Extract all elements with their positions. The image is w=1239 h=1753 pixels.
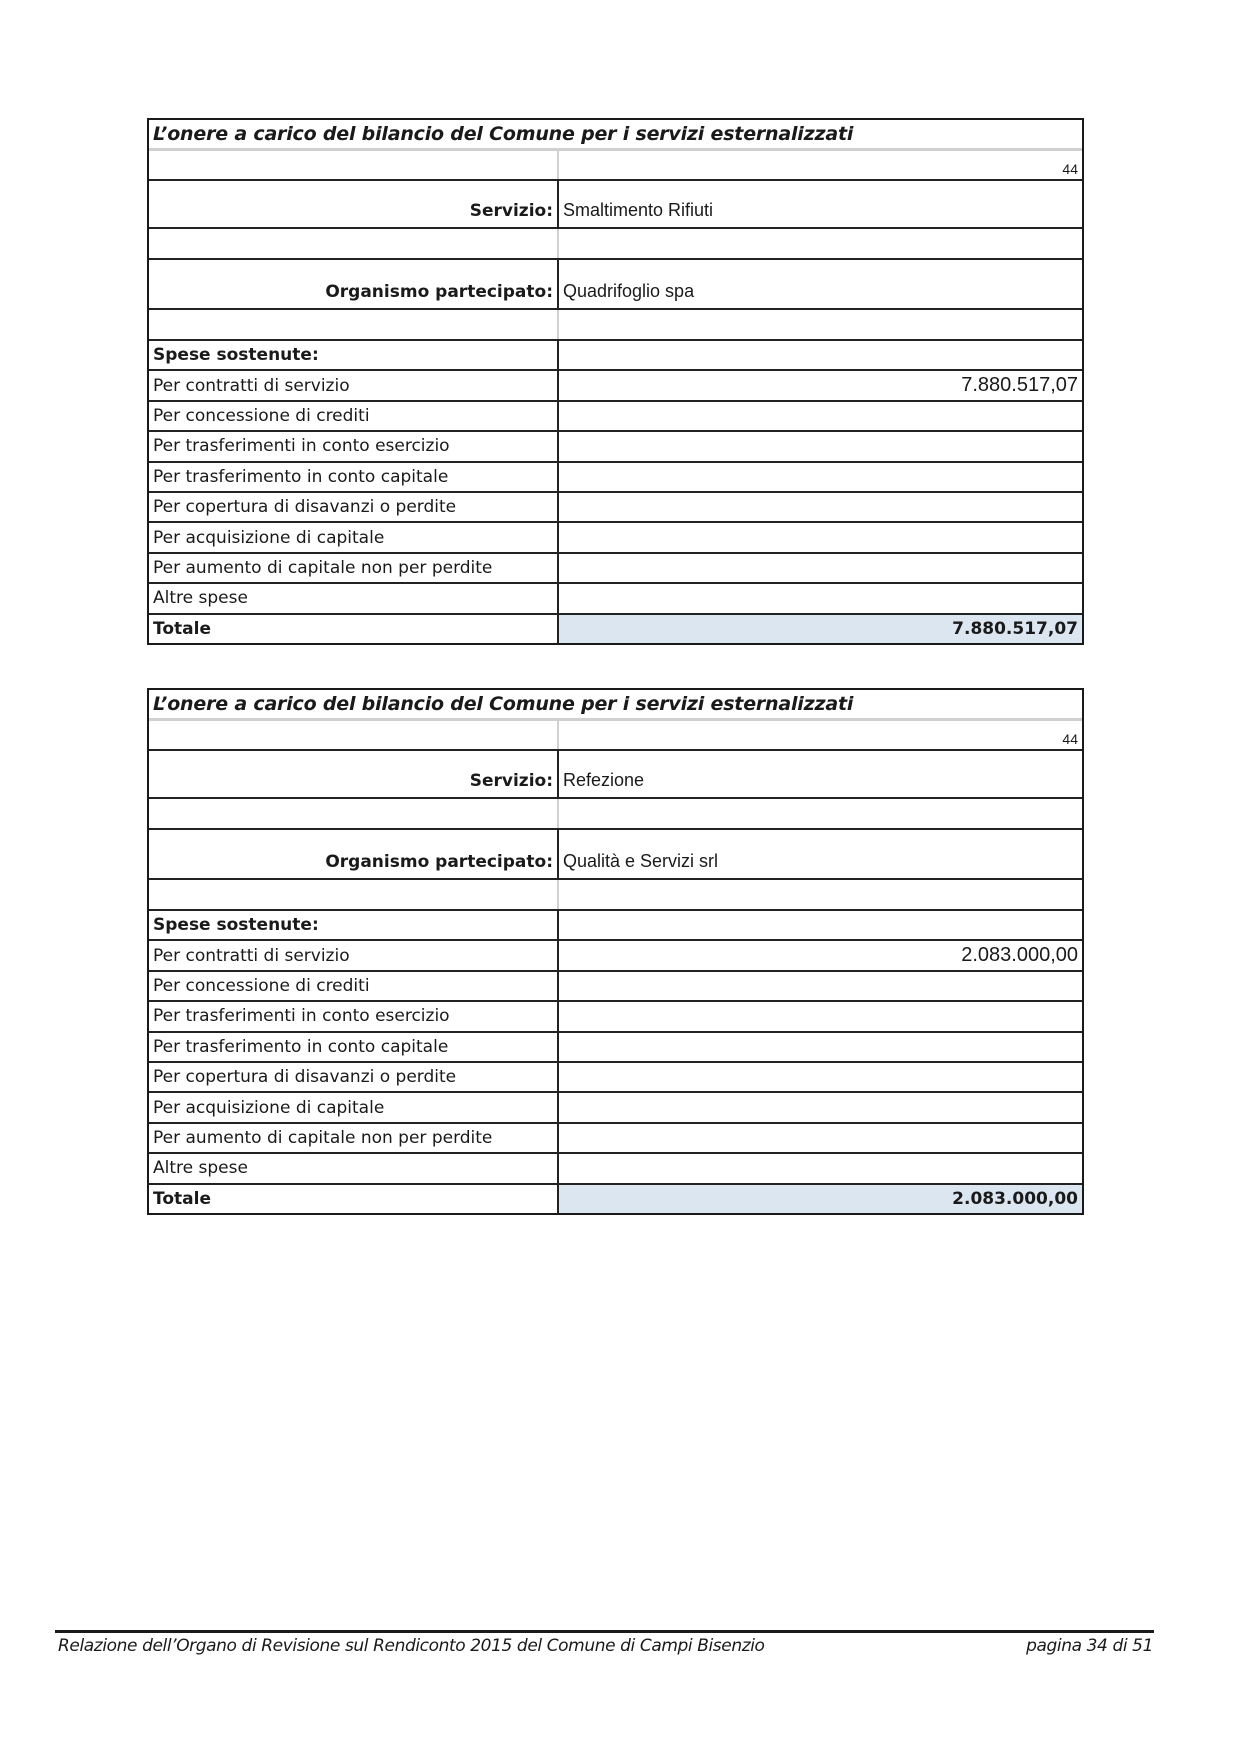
code-row xyxy=(149,718,1082,749)
spese-label: Spese sostenute: xyxy=(153,345,319,366)
table-row xyxy=(149,970,1082,1000)
table-row xyxy=(149,491,1082,521)
row-value xyxy=(557,1063,1082,1091)
table-title-row xyxy=(149,690,1082,718)
row-label: Per acquisizione di capitale xyxy=(153,1097,385,1118)
row-value xyxy=(557,584,1082,612)
total-value: 7.880.517,07 xyxy=(557,615,1082,643)
servizio-label: Servizio: xyxy=(469,201,553,221)
table-row xyxy=(149,1122,1082,1152)
table-row xyxy=(149,430,1082,460)
table-title: L’onere a carico del bilancio del Comune per i servizi esternalizzati xyxy=(153,693,854,715)
total-value: 2.083.000,00 xyxy=(557,1185,1082,1213)
row-value xyxy=(557,1124,1082,1152)
servizio-row xyxy=(149,179,1082,227)
servizio-value: Smaltimento Rifiuti xyxy=(557,181,1082,227)
row-value xyxy=(557,1033,1082,1061)
blank-row xyxy=(149,308,1082,339)
row-label: Per copertura di disavanzi o perdite xyxy=(153,497,457,518)
total-row xyxy=(149,613,1082,643)
spese-label: Spese sostenute: xyxy=(153,915,319,936)
row-value: 7.880.517,07 xyxy=(557,371,1082,399)
table-code: 44 xyxy=(557,151,1082,179)
row-value xyxy=(557,1154,1082,1182)
row-label: Per trasferimento in conto capitale xyxy=(153,466,449,487)
table-row xyxy=(149,582,1082,612)
table-row xyxy=(149,461,1082,491)
row-value xyxy=(557,1002,1082,1030)
blank-cell xyxy=(149,151,557,179)
blank-cell xyxy=(149,721,557,749)
servizio-label: Servizio: xyxy=(469,771,553,791)
row-label: Per contratti di servizio xyxy=(153,945,350,966)
total-label: Totale xyxy=(153,1188,211,1209)
servizio-row xyxy=(149,749,1082,797)
spese-header-row xyxy=(149,339,1082,369)
blank-row xyxy=(149,227,1082,258)
footer-divider xyxy=(55,1630,1154,1633)
table-code: 44 xyxy=(557,721,1082,749)
row-value xyxy=(557,493,1082,521)
row-value xyxy=(557,432,1082,460)
row-label: Per acquisizione di capitale xyxy=(153,527,385,548)
service-cost-table-2 xyxy=(147,688,1084,1215)
footer-document-title: Relazione dell’Organo di Revisione sul Rendiconto 2015 del Comune di Campi Bisenzio xyxy=(58,1636,765,1656)
table-row xyxy=(149,552,1082,582)
organismo-value: Qualità e Servizi srl xyxy=(557,830,1082,878)
spese-header-row xyxy=(149,909,1082,939)
row-value xyxy=(557,523,1082,551)
table-row xyxy=(149,1152,1082,1182)
row-label: Per copertura di disavanzi o perdite xyxy=(153,1067,457,1088)
row-label: Per aumento di capitale non per perdite xyxy=(153,1127,493,1148)
table-row xyxy=(149,400,1082,430)
organismo-label: Organismo partecipato: xyxy=(325,852,553,872)
blank-row xyxy=(149,797,1082,828)
table-title: L’onere a carico del bilancio del Comune per i servizi esternalizzati xyxy=(153,123,854,145)
organismo-label: Organismo partecipato: xyxy=(325,282,553,302)
table-row xyxy=(149,1061,1082,1091)
row-value: 2.083.000,00 xyxy=(557,941,1082,969)
table-row xyxy=(149,1031,1082,1061)
row-label: Altre spese xyxy=(153,588,248,609)
row-value xyxy=(557,402,1082,430)
row-label: Per concessione di crediti xyxy=(153,975,370,996)
organismo-row xyxy=(149,828,1082,878)
row-label: Per concessione di crediti xyxy=(153,405,370,426)
code-row xyxy=(149,148,1082,179)
table-title-row xyxy=(149,120,1082,148)
table-row xyxy=(149,369,1082,399)
organismo-row xyxy=(149,258,1082,308)
table-row xyxy=(149,521,1082,551)
row-label: Per aumento di capitale non per perdite xyxy=(153,557,493,578)
row-label: Per trasferimenti in conto esercizio xyxy=(153,1006,450,1027)
total-row xyxy=(149,1183,1082,1213)
table-row xyxy=(149,1091,1082,1121)
row-label: Altre spese xyxy=(153,1158,248,1179)
total-label: Totale xyxy=(153,618,211,639)
row-value xyxy=(557,463,1082,491)
row-value xyxy=(557,554,1082,582)
row-value xyxy=(557,972,1082,1000)
row-value xyxy=(557,1093,1082,1121)
footer-page-number: pagina 34 di 51 xyxy=(1026,1636,1153,1656)
row-label: Per trasferimenti in conto esercizio xyxy=(153,436,450,457)
row-label: Per contratti di servizio xyxy=(153,375,350,396)
organismo-value: Quadrifoglio spa xyxy=(557,260,1082,308)
table-row xyxy=(149,939,1082,969)
service-cost-table-1 xyxy=(147,118,1084,645)
table-row xyxy=(149,1000,1082,1030)
row-label: Per trasferimento in conto capitale xyxy=(153,1036,449,1057)
servizio-value: Refezione xyxy=(557,751,1082,797)
blank-row xyxy=(149,878,1082,909)
